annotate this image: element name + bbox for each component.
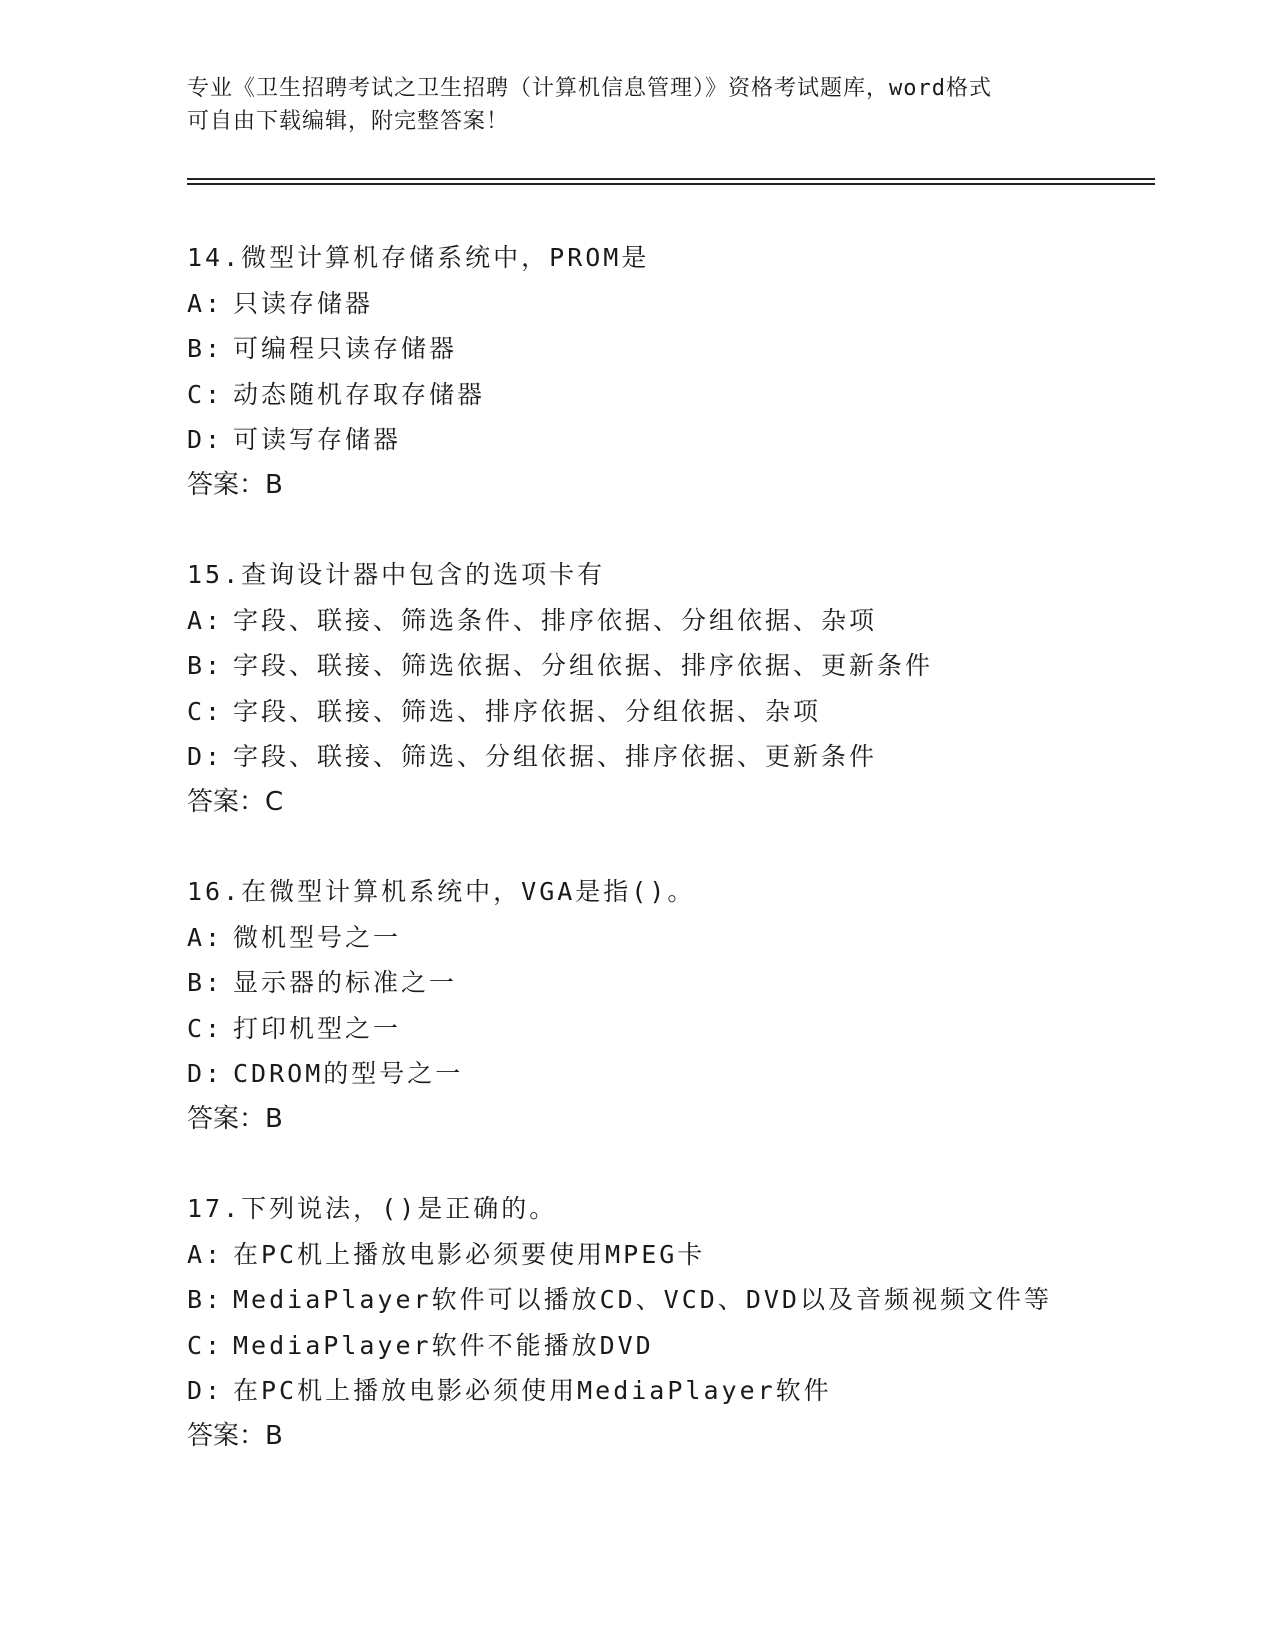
option-text: 在PC机上播放电影必须使用MediaPlayer软件 <box>233 1376 832 1405</box>
option-key: A: <box>187 1239 224 1269</box>
option-d <box>187 1368 1167 1414</box>
option-a <box>187 281 1167 327</box>
header-line-2: 可自由下载编辑，附完整答案！ <box>187 109 510 134</box>
question-15 <box>187 552 1167 825</box>
option-key: D: <box>187 1059 224 1088</box>
option-c <box>187 1323 1167 1369</box>
answer: 答案：B <box>187 1103 283 1134</box>
option-text: MediaPlayer软件不能播放DVD <box>233 1330 654 1360</box>
option-key: A: <box>187 605 224 635</box>
option-key: B: <box>187 651 224 680</box>
option-b <box>187 960 1167 1006</box>
question-stem: 14.微型计算机存储系统中，PROM是 <box>187 243 650 272</box>
option-key: D: <box>187 425 224 454</box>
option-c <box>187 689 1167 735</box>
option-key: C: <box>187 696 224 726</box>
option-key: A: <box>187 288 224 318</box>
option-text: 动态随机存取存储器 <box>233 379 486 409</box>
document-header <box>187 72 1087 138</box>
option-key: B: <box>187 968 224 997</box>
header-rule-bottom <box>187 183 1155 185</box>
question-14 <box>187 235 1167 508</box>
option-key: B: <box>187 1285 224 1314</box>
option-d <box>187 417 1167 463</box>
answer: 答案：B <box>187 1420 283 1451</box>
option-text: 字段、联接、筛选依据、分组依据、排序依据、更新条件 <box>233 651 934 680</box>
question-stem: 17.下列说法，()是正确的。 <box>187 1194 558 1223</box>
option-c <box>187 372 1167 418</box>
option-b <box>187 1277 1167 1323</box>
option-text: 字段、联接、筛选条件、排序依据、分组依据、杂项 <box>233 605 878 635</box>
option-text: 字段、联接、筛选、分组依据、排序依据、更新条件 <box>233 742 878 771</box>
option-text: 显示器的标准之一 <box>233 968 458 997</box>
header-rule-top <box>187 178 1155 180</box>
option-a <box>187 915 1167 961</box>
option-text: CDROM的型号之一 <box>233 1059 464 1088</box>
option-a <box>187 1232 1167 1278</box>
option-text: 在PC机上播放电影必须要使用MPEG卡 <box>233 1239 706 1269</box>
header-line-1: 专业《卫生招聘考试之卫生招聘（计算机信息管理）》资格考试题库，word格式 <box>187 76 992 101</box>
question-17 <box>187 1186 1167 1459</box>
question-list <box>187 235 1167 1503</box>
answer: 答案：C <box>187 786 284 817</box>
option-text: 打印机型之一 <box>233 1013 402 1043</box>
option-key: A: <box>187 922 224 952</box>
question-stem: 15.查询设计器中包含的选项卡有 <box>187 560 606 589</box>
option-d <box>187 734 1167 780</box>
option-text: MediaPlayer软件可以播放CD、VCD、DVD以及音频视频文件等 <box>233 1285 1052 1314</box>
option-text: 字段、联接、筛选、排序依据、分组依据、杂项 <box>233 696 822 726</box>
option-text: 微机型号之一 <box>233 922 402 952</box>
option-text: 可读写存储器 <box>233 425 402 454</box>
option-text: 可编程只读存储器 <box>233 334 458 363</box>
option-key: D: <box>187 742 224 771</box>
question-stem: 16.在微型计算机系统中，VGA是指()。 <box>187 877 696 906</box>
option-b <box>187 326 1167 372</box>
option-key: C: <box>187 1330 224 1360</box>
option-key: D: <box>187 1376 224 1405</box>
answer: 答案：B <box>187 469 283 500</box>
option-a <box>187 598 1167 644</box>
option-key: B: <box>187 334 224 363</box>
question-16 <box>187 869 1167 1142</box>
option-text: 只读存储器 <box>233 288 374 318</box>
option-c <box>187 1006 1167 1052</box>
option-key: C: <box>187 1013 224 1043</box>
option-b <box>187 643 1167 689</box>
option-d <box>187 1051 1167 1097</box>
option-key: C: <box>187 379 224 409</box>
